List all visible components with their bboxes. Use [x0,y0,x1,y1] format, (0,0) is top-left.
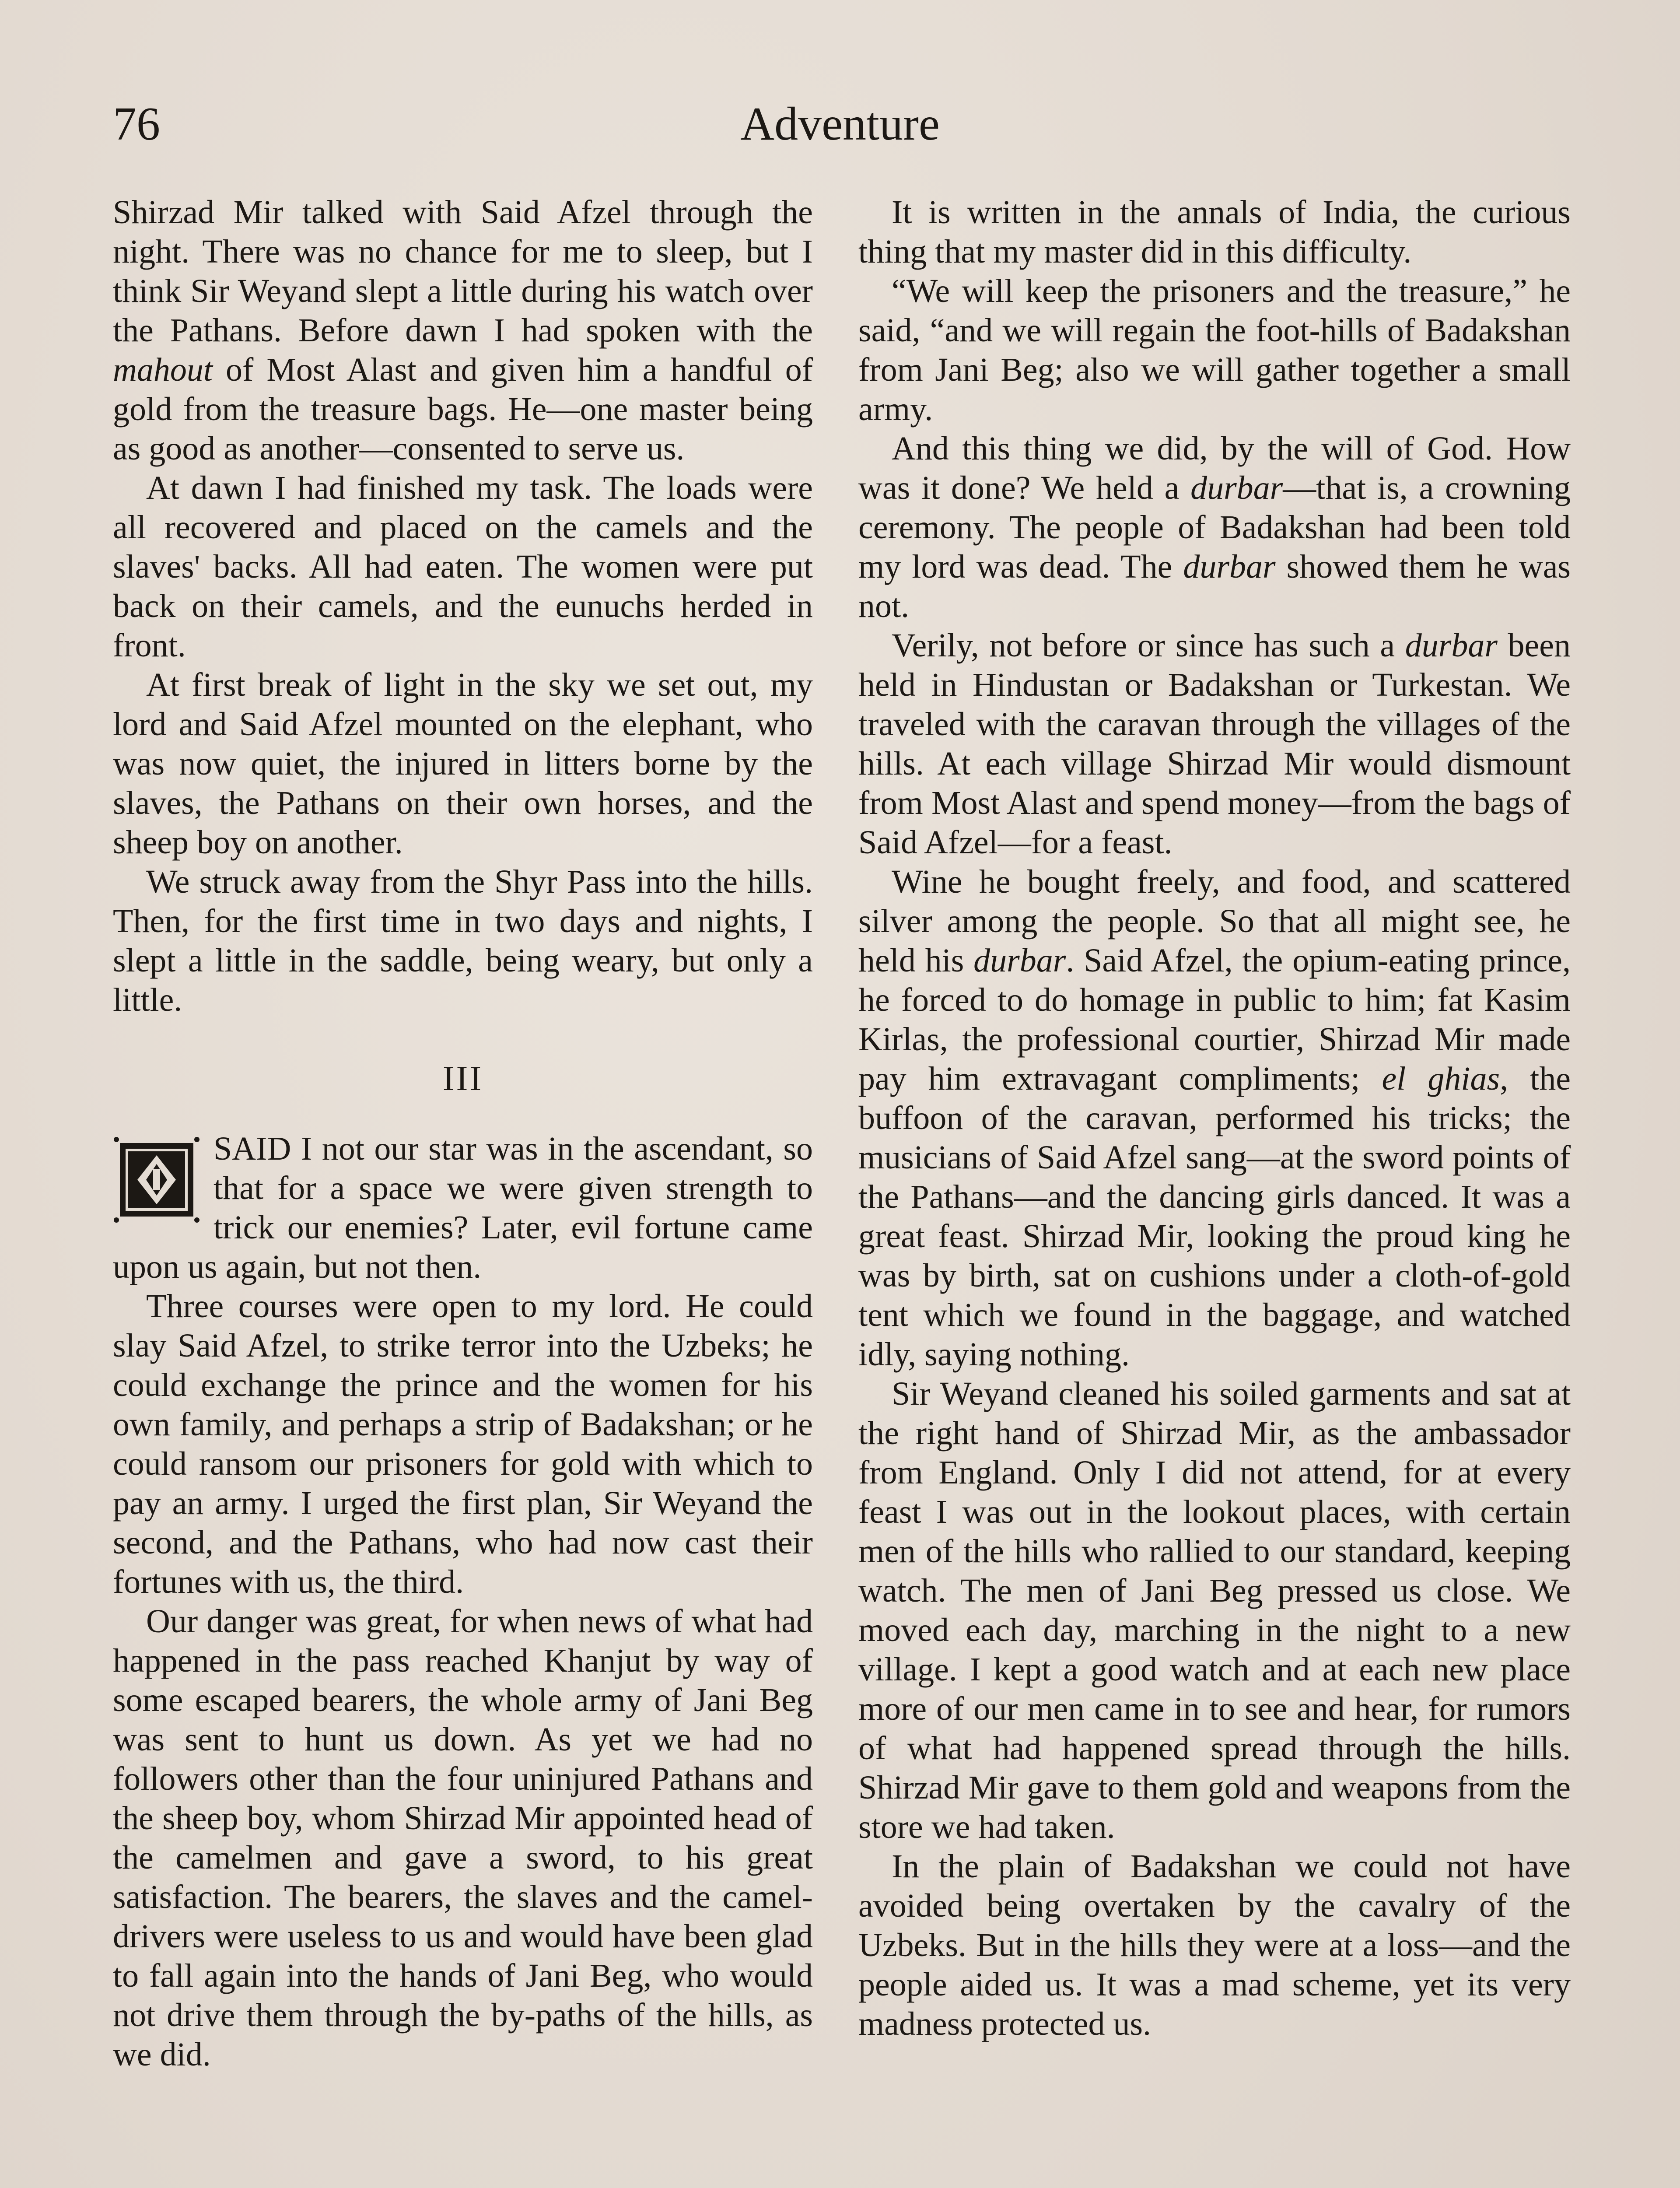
text: . Said Afzel, the opium-eating prince, he forced to do homage in public to him; fat Kasim Kirlas, the professional courtier, Shirzad Mir made pay him extravagant compliments; [858,942,1571,1097]
paragraph [113,1129,813,1287]
paragraph: It is written in the annals of India, the curious thing that my master did in this difficulty. [858,194,1571,270]
text: —that is, a crowning ceremony. The people of Badakshan had been told my lord was dead. The [858,470,1571,585]
left-column [113,193,813,2074]
paragraph [113,193,813,468]
right-column [858,193,1571,2044]
paragraph [858,862,1571,1374]
text: been held in Hindustan or Badakshan or Turkestan. We traveled with the caravan through the villages of the hills. At each village Shirzad Mir would dismount from Most Alast and spend money—from the bags of Said Afzel—for a feast. [858,627,1571,861]
text: , the buffoon of the caravan, performed his tricks; the musicians of Said Afzel sang—at the sword points of the Pathans—and the dancing girls danced. It was a great feast. Shirzad Mir, looking the proud king he was by birth, sat on cushions under a cloth-of-gold tent which we found in the baggage, and watched idly, saying nothing. [858,1060,1571,1373]
italic-term: durbar [1405,627,1498,664]
paragraph: Three courses were open to my lord. He could slay Said Afzel, to strike terror into the Uzbeks; he could exchange the prince and the women for his own family, and perhaps a strip of Badakshan; or he could ransom our prisoners for gold with which to pay an army. I urged the first plan, Sir Weyand the second, and the Pathans, who had now cast their fortunes with us, the third. [113,1288,813,1600]
text: SAID I not our star was in the ascendant, so that for a space we were given strength to trick our enemies? Later, evil fortune came upon us again, but not then. [113,1130,813,1285]
text: And this thing we did, by the will of God. How was it done? We held a [858,430,1571,506]
italic-term: durbar [1183,548,1276,585]
section-heading: III [443,1059,483,1098]
italic-term: durbar [973,942,1066,979]
italic-term: el ghias [1382,1060,1500,1097]
text: Shirzad Mir talked with Said Afzel through the night. There was no chance for me to sleep, but I think Sir Weyand slept a little during his watch over the Pathans. Before dawn I had spoken with the [113,194,813,349]
text: Verily, not before or since has such a [892,627,1395,664]
paragraph: At first break of light in the sky we set out, my lord and Said Afzel mounted on the elephant, who was now quiet, the injured in litters borne by the slaves, the Pathans on their own horses, and the sheep boy on another. [113,666,813,861]
paragraph: Sir Weyand cleaned his soiled garments and sat at the right hand of Shirzad Mir, as the ambassador from England. Only I did not attend, for at every feast I was out in the lookout places, with certain men of the hills who rallied to our standard, keeping watch. The men of Jani Beg pressed us close. We moved each day, marching in the night to a new village. I kept a good watch and at each new place more of our men came in to see and hear, for rumors of what had happened spread through the hills. Shirzad Mir gave to them gold and weapons from the store we had taken. [858,1375,1571,1845]
text: Wine he bought freely, and food, and scattered silver among the people. So that all might see, he held his [858,863,1571,979]
ornamental-initial-icon [113,1136,200,1224]
page-header [0,88,1680,166]
italic-term: durbar [1190,470,1283,506]
text: showed them he was not. [858,548,1571,624]
running-title: Adventure [740,98,940,150]
paragraph: “We will keep the prisoners and the treasure,” he said, “and we will regain the foot-hills of Badakshan from Jani Beg; also we will gather together a small army. [858,273,1571,428]
paragraph: In the plain of Badakshan we could not have avoided being overtaken by the cavalry of the Uzbeks. But in the hills they were at a loss—and the people aided us. It was a mad scheme, yet its very madness protected us. [858,1848,1571,2042]
page-number: 76 [113,98,160,150]
paragraph: We struck away from the Shyr Pass into the hills. Then, for the first time in two days and nights, I slept a little in the saddle, being weary, but only a little. [113,863,813,1018]
paragraph: Our danger was great, for when news of what had happened in the pass reached Khanjut by way of some escaped bearers, the whole army of Jani Beg was sent to hunt us down. As yet we had no followers other than the four uninjured Pathans and the sheep boy, whom Shirzad Mir appointed head of the camelmen and gave a sword, to his great satisfaction. The bearers, the slaves and the camel-drivers were useless to us and would have been glad to fall again into the hands of Jani Beg, who would not drive them through the by-paths of the hills, as we did. [113,1603,813,2073]
paragraph: At dawn I had finished my task. The loads were all recovered and placed on the camels and the slaves' backs. All had eaten. The women were put back on their camels, and the eunuchs herded in front. [113,470,813,664]
paragraph [858,626,1571,862]
paragraph [858,429,1571,626]
italic-term: mahout [113,351,213,388]
text: of Most Alast and given him a handful of gold from the treasure bags. He—one master being as good as another—consented to serve us. [113,351,813,467]
